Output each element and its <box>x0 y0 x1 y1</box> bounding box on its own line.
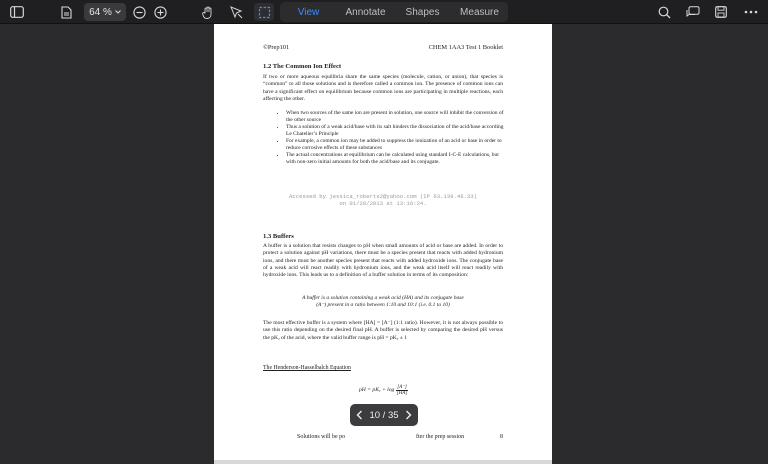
definition-line: (A⁻) present in a ratio between 1:10 and 10:1 (i.e. 0.1 to 10) <box>316 302 450 308</box>
document-icon[interactable] <box>58 3 74 21</box>
paragraph: The most effective buffer is a system where [HA] = [A⁻] (1:1 ratio). However, it is not always possible to use this ratio depending on the desired final pH. A buffer is selected by comparing the desired pH versus the pKₐ of the acid, where the valid buffer range is pH = pKₐ ± 1 <box>263 320 503 341</box>
tab-measure[interactable]: Measure <box>460 6 499 18</box>
more-icon[interactable] <box>742 3 760 21</box>
zoom-out-icon[interactable] <box>131 3 147 21</box>
paragraph: A buffer is a solution that resists changes to pH when small amounts of acid or base are added. In order to protect a solution against pH variations, there must be a species present that reacts with added hydronium ions, and there must be another species present that reacts with added hydroxide ions. The conjugate base of a weak acid will react readily with hydronium ions, and the weak acid itself will react readily with hydroxide ions. This leads us to a definition of a buffer solution in terms of its composition: <box>263 243 503 279</box>
buffer-definition <box>263 295 503 309</box>
equation-fraction <box>396 384 408 396</box>
sidebar-icon[interactable] <box>8 3 26 21</box>
toolbar <box>0 0 768 24</box>
footer-left: Solutions will be po <box>297 434 346 440</box>
comments-icon[interactable] <box>684 3 702 21</box>
hand-tool-icon[interactable] <box>200 3 216 21</box>
document-canvas[interactable] <box>0 24 768 464</box>
header-right: CHEM 1AA3 Test 1 Booklet <box>428 44 503 51</box>
chevron-right-icon[interactable] <box>405 410 412 420</box>
equation-numerator: [A⁻] <box>397 385 407 390</box>
chevron-left-icon[interactable] <box>356 410 363 420</box>
equation-left: pH = pKₐ + log <box>359 387 395 393</box>
marquee-tool-icon[interactable] <box>254 3 274 21</box>
mode-tabs <box>280 2 508 22</box>
equation-title: The Henderson-Hasselbalch Equation <box>263 365 351 371</box>
definition-line: A buffer is a solution containing a weak acid (HA) and its conjugate base <box>302 295 464 301</box>
watermark-line: on 01/20/2013 at 13:16:24. <box>339 200 427 207</box>
printed-page-number: 8 <box>500 434 503 440</box>
tab-shapes[interactable]: Shapes <box>405 6 440 18</box>
watermark-line: Accessed by jessica_roberts2@yahoo.com (IP 63.139.46.33) <box>289 193 477 200</box>
tab-annotate[interactable]: Annotate <box>345 6 386 18</box>
zoom-in-icon[interactable] <box>152 3 168 21</box>
save-icon[interactable] <box>713 3 729 21</box>
bullet-item: • For example, a common ion may be added to suppress the ionization of an acid or base in order to reduce corrosive effects of these substances <box>286 138 504 152</box>
header-left: ©Prep101 <box>263 44 290 51</box>
tab-view[interactable]: View <box>297 6 320 18</box>
paragraph: If two or more aqueous equilibria share the same species (molecule, cation, or anion), that species is “common” to all those solutions and is therefore called a common ion. The presence of common ions can have a significant effect on equilibrium because common ions are participating in multiple reactions, each affecting the other. <box>263 74 503 102</box>
footer-right: fter the prep session <box>416 434 465 440</box>
hh-equation <box>359 384 408 396</box>
bullet-list <box>276 110 504 166</box>
page-navigator <box>350 404 418 426</box>
section-title: 1.3 Buffers <box>263 233 294 240</box>
watermark <box>254 193 512 207</box>
page-indicator[interactable]: 10 / 35 <box>369 409 399 421</box>
page-edge <box>214 460 552 464</box>
equation-denominator: [HA] <box>396 391 408 396</box>
zoom-value: 64 % <box>89 6 112 18</box>
pdf-page <box>214 24 552 460</box>
search-icon[interactable] <box>656 3 672 21</box>
bullet-item: • When two sources of the same ion are present in solution, one source will inhibit the conversion of the other source <box>286 110 504 124</box>
chevron-down-icon <box>115 10 121 14</box>
bullet-item: • Thus a solution of a weak acid/base with its salt hinders the dissociation of the acid/base according Le Chatelier’s Principle <box>286 124 504 138</box>
bullet-item: • The actual concentrations at equilibrium can be calculated using standard I-C-E calculations, but with non-zero initial amounts for both the acid/base and its conjugate. <box>286 152 504 166</box>
section-title: 1.2 The Common Ion Effect <box>263 63 342 70</box>
select-tool-icon[interactable] <box>228 3 244 21</box>
zoom-select[interactable] <box>84 3 126 21</box>
